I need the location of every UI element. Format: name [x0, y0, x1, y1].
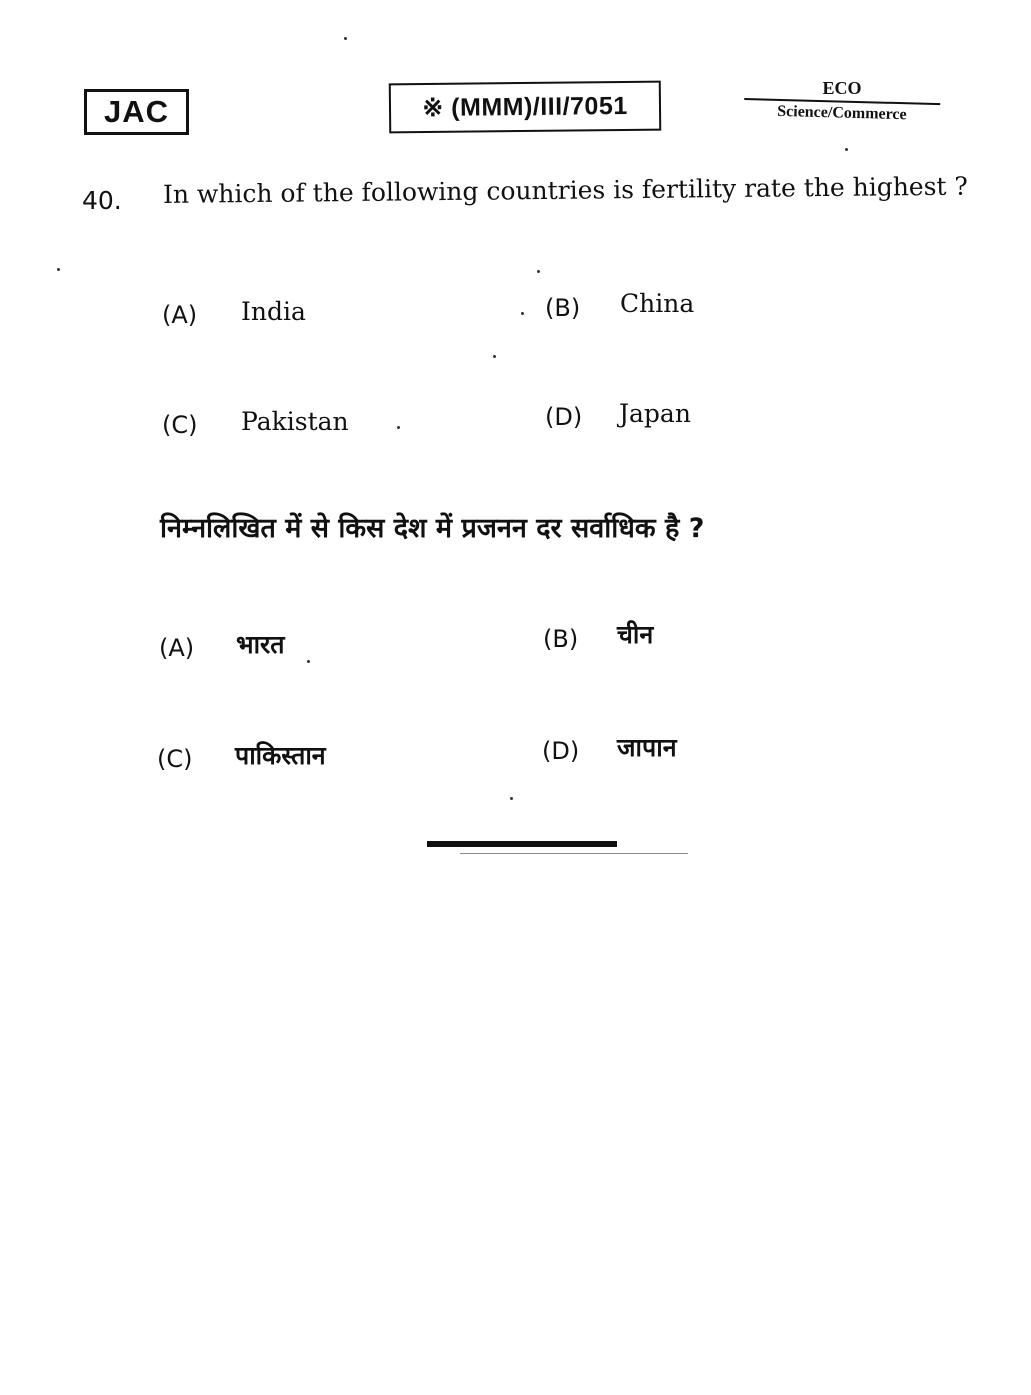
- question-text-hindi: निम्नलिखित में से किस देश में प्रजनन दर सर्वाधिक है ?: [160, 513, 705, 544]
- option-c-letter-hindi: (C): [157, 745, 193, 773]
- subject-label: [744, 78, 940, 124]
- paper-code: ※ (MMM)/III/7051: [389, 81, 662, 134]
- option-b-letter-english: (B): [545, 294, 581, 322]
- scan-speck: [397, 426, 400, 429]
- scan-speck: [307, 660, 310, 663]
- option-d-text-english: Japan: [619, 399, 691, 428]
- end-rule: [427, 841, 617, 847]
- scan-speck: [521, 312, 524, 315]
- option-b-letter-hindi: (B): [543, 625, 579, 653]
- scan-speck: [493, 355, 496, 358]
- option-d-letter-hindi: (D): [542, 737, 580, 765]
- option-c-letter-english: (C): [162, 411, 198, 439]
- subject-stream: Science/Commerce: [744, 98, 941, 126]
- scan-speck: [537, 270, 540, 273]
- board-label: JAC: [84, 89, 189, 135]
- option-a-text-hindi: भारत: [236, 630, 285, 659]
- question-number: 40.: [82, 186, 122, 215]
- option-d-letter-english: (D): [545, 403, 583, 431]
- question-text-english: In which of the following countries is fertility rate the highest ?: [162, 171, 969, 209]
- subject-code: ECO: [822, 78, 862, 98]
- option-a-letter-english: (A): [162, 301, 198, 329]
- scan-speck: [344, 37, 347, 40]
- scan-speck: [510, 797, 513, 800]
- option-c-text-english: Pakistan: [241, 407, 349, 436]
- end-rule-shadow: [460, 853, 688, 854]
- option-c-text-hindi: पाकिस्तान: [235, 741, 326, 770]
- scan-speck: [57, 268, 60, 271]
- option-b-text-english: China: [620, 289, 695, 318]
- option-b-text-hindi: चीन: [617, 620, 654, 649]
- option-d-text-hindi: जापान: [617, 733, 677, 762]
- option-a-letter-hindi: (A): [159, 634, 195, 662]
- scan-speck: [845, 148, 848, 151]
- option-a-text-english: India: [241, 297, 306, 326]
